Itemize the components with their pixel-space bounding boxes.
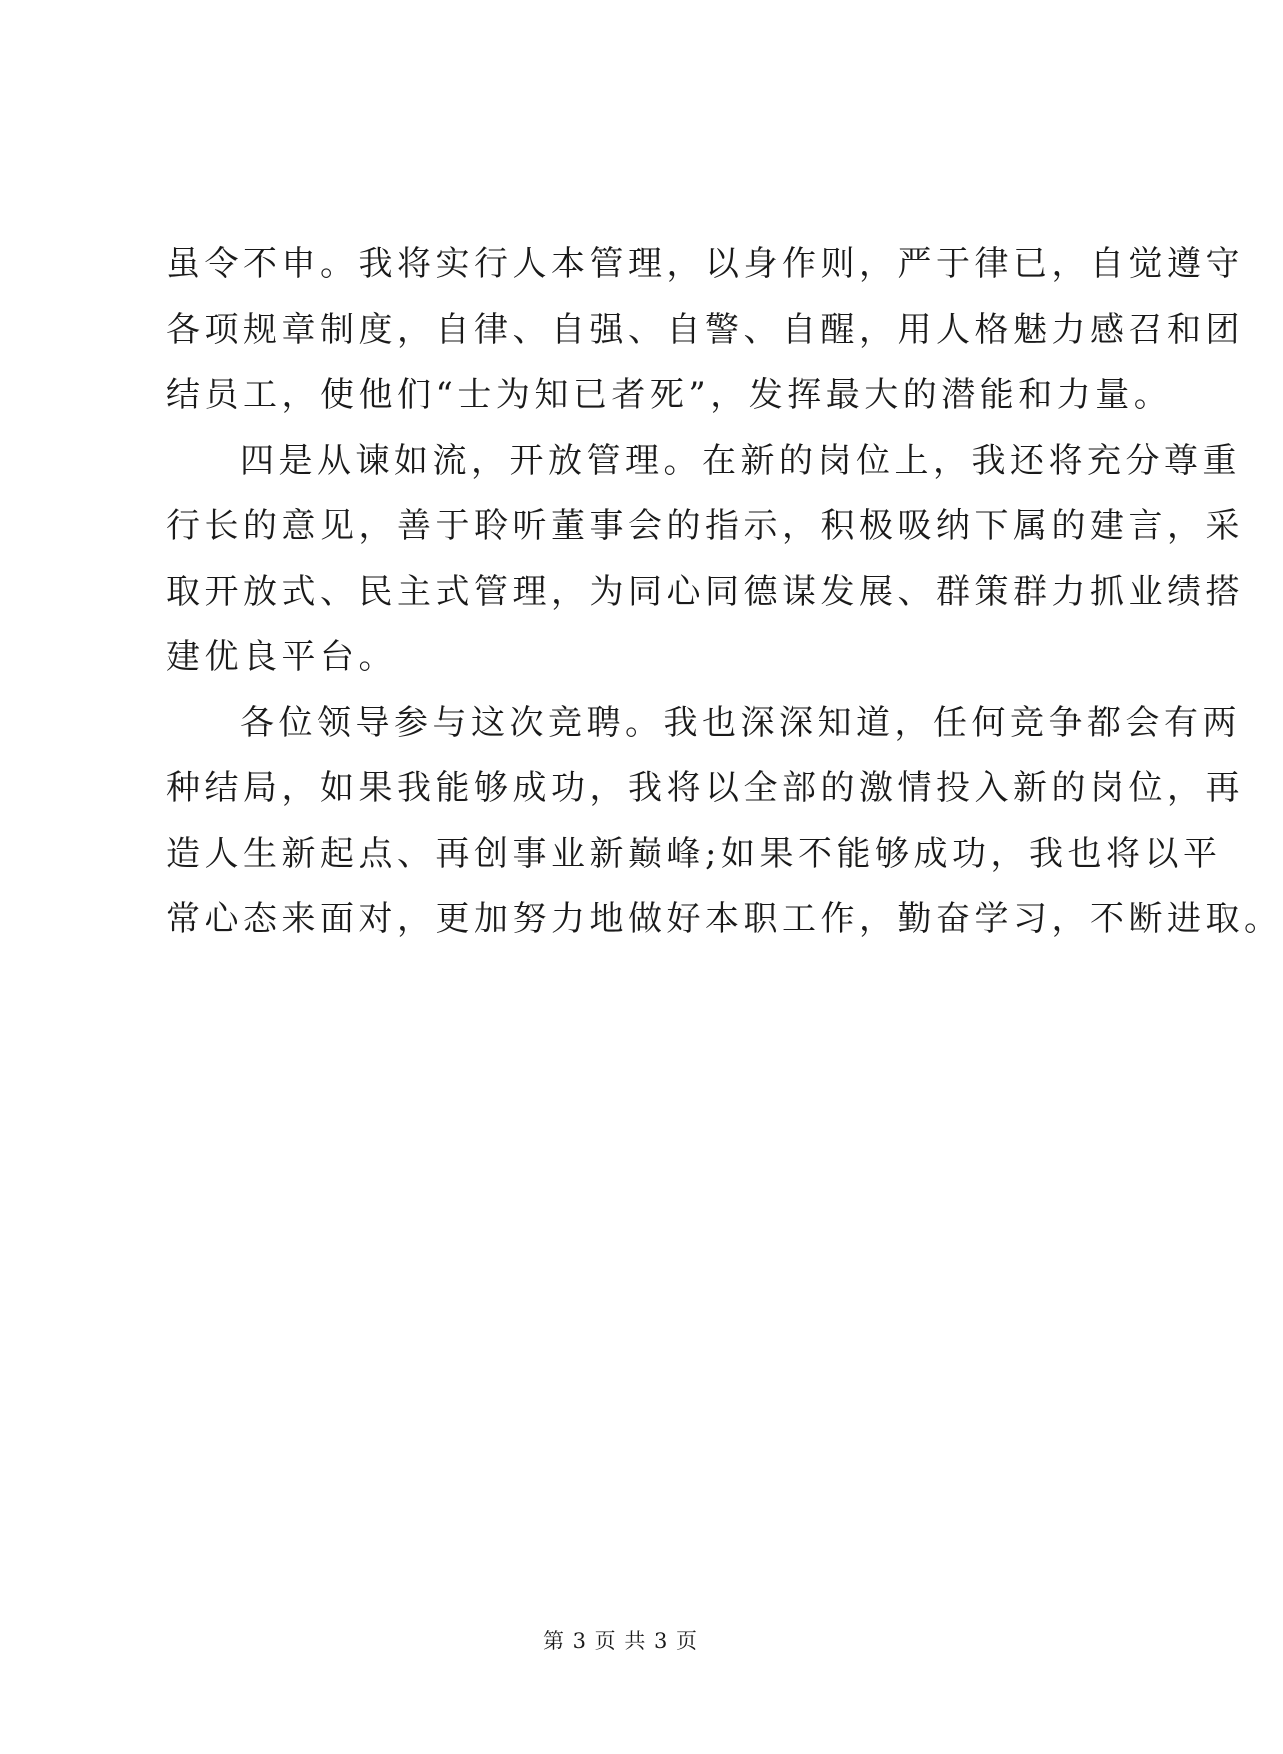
text-line: 建优良平台。 <box>166 637 397 677</box>
paragraph-first-line: 四是从谏如流，开放管理。在新的岗位上，我还将充分尊重 <box>240 440 1241 481</box>
text-line: 取开放式、民主式管理，为同心同德谋发展、群策群力抓业绩搭 <box>166 571 1244 612</box>
page-number-footer: 第 3 页 共 3 页 <box>542 1629 699 1653</box>
paragraph-first-line: 各位领导参与这次竞聘。我也深深知道，任何竞争都会有两 <box>240 702 1241 743</box>
text-line: 种结局，如果我能够成功，我将以全部的激情投入新的岗位，再 <box>166 768 1244 808</box>
text-line: 虽令不申。我将实行人本管理，以身作则，严于律已，自觉遵守 <box>166 244 1244 284</box>
text-line: 行长的意见，善于聆听董事会的指示，积极吸纳下属的建言，采 <box>166 506 1244 546</box>
text-line: 造人生新起点、再创事业新巅峰;如果不能够成功，我也将以平 <box>166 833 1222 874</box>
text-line: 常心态来面对，更加努力地做好本职工作，勤奋学习，不断进取。 <box>166 899 1283 939</box>
body-text <box>166 232 1283 953</box>
text-line: 结员工，使他们“士为知已者死”，发挥最大的潜能和力量。 <box>166 375 1173 415</box>
text-line: 各项规章制度，自律、自强、自警、自醒，用人格魅力感召和团 <box>166 309 1244 350</box>
